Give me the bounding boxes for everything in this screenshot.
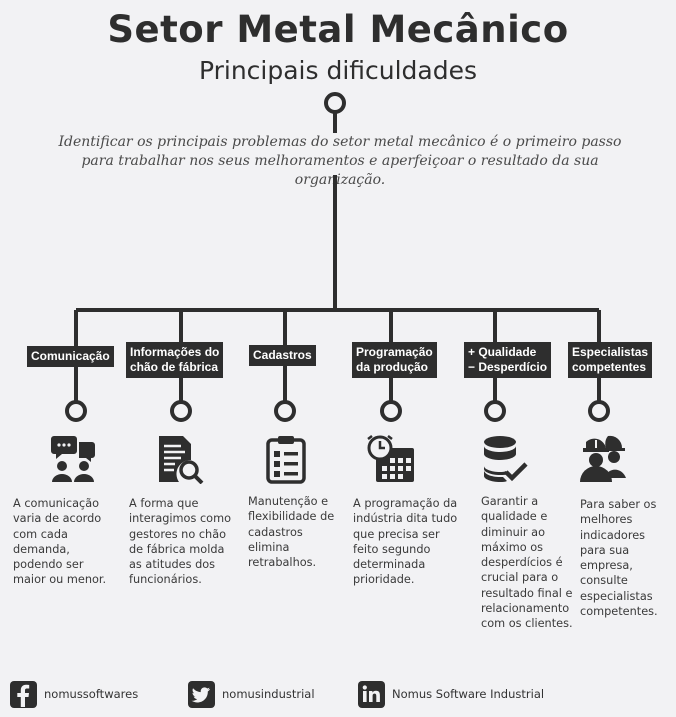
page-title: Setor Metal Mecânico xyxy=(107,8,569,51)
twitter-link[interactable] xyxy=(188,680,315,708)
category-label-programacao: Programação da produção xyxy=(352,342,437,378)
desc-programacao: A programação da indústria dita tudo que precisa ser feito segundo determinada prioridade. xyxy=(353,497,458,587)
desc-comunicacao: A comunicação varia de acordo com cada demanda, podendo ser maior ou menor. xyxy=(13,497,107,587)
category-label-cadastros: Cadastros xyxy=(249,345,316,366)
team-chat-icon xyxy=(48,434,98,484)
category-label-especialistas: Especialistas competentes xyxy=(568,342,652,378)
category-label-comunicacao: Comunicação xyxy=(27,346,114,367)
facebook-icon xyxy=(10,681,37,708)
category-label-informacoes: Informações do chão de fábrica xyxy=(126,342,223,378)
facebook-link[interactable] xyxy=(10,680,138,708)
twitter-handle: nomusindustrial xyxy=(222,687,315,701)
node-comunicacao xyxy=(67,402,85,420)
linkedin-link[interactable] xyxy=(358,680,544,708)
document-search-icon xyxy=(155,434,205,484)
desc-especialistas: Para saber os melhores indicadores para sua empresa, consulte especialistas competentes. xyxy=(580,498,658,619)
intro-line-1: Identificar os principais problemas do setor metal mecânico é o primeiro passo xyxy=(58,134,622,150)
desc-informacoes: A forma que interagimos como gestores no chão de fábrica molda as atitudes dos funcionários. xyxy=(129,497,231,587)
clipboard-checklist-icon xyxy=(262,434,312,484)
facebook-handle: nomussoftwares xyxy=(44,687,139,701)
intro-line-2: para trabalhar nos seus melhoramentos e aperfeiçoar o resultado da sua organização. xyxy=(81,153,599,188)
calendar-clock-icon xyxy=(366,434,416,484)
linkedin-icon xyxy=(358,681,385,708)
database-check-icon xyxy=(480,434,530,484)
category-label-qualidade: + Qualidade − Desperdício xyxy=(464,342,551,378)
node-cadastros xyxy=(276,402,294,420)
desc-cadastros: Manutenção e flexibilidade de cadastros elimina retrabalhos. xyxy=(248,495,335,570)
linkedin-handle: Nomus Software Industrial xyxy=(392,687,545,701)
node-programacao xyxy=(382,402,400,420)
root-node xyxy=(326,94,344,112)
node-informacoes xyxy=(172,402,190,420)
node-qualidade xyxy=(486,402,504,420)
page-subtitle: Principais dificuldades xyxy=(198,56,478,85)
node-especialistas xyxy=(590,402,608,420)
workers-helmet-icon xyxy=(578,432,628,482)
twitter-icon xyxy=(188,681,215,708)
desc-qualidade: Garantir a qualidade e diminuir ao máximo os desperdícios é crucial para o resultado final e relacionamento com os clientes. xyxy=(481,495,573,631)
